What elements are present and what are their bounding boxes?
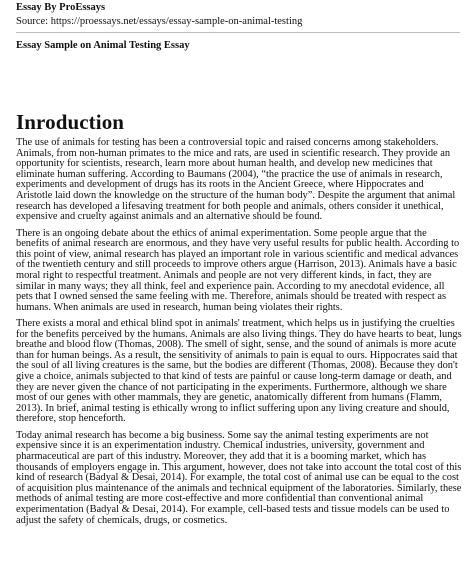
- essay-title: Essay Sample on Animal Testing Essay: [16, 40, 190, 51]
- paragraph-2: There is an ongoing debate about the ethics of animal experimentation. Some people argue that the benefits of animal research are enormous, and they have very useful results for public health. According to this point of view, animal research has played an important role in various scientific and medical advances of the twentieth century and still proceeds to improve others argue (Harrison, 2013). Animals have a basic moral right to respectful treatment. Animals and people are not very different kinds, in fact, they are similar in many ways; they all think, feel and experience pain. According to my anecdotal evidence, all pets that I owned sensed the same feeling with me. Therefore, animals should be treated with respect as humans. When animals are used in research, human being violates their rights.: [16, 227, 460, 313]
- paragraph-4: Today animal research has become a big business. Some say the animal testing experiments are not expensive since it is an experimentation industry. Chemical industries, university, government and pharmaceutical are part of this industry. Moreover, they add that it is a booming market, which has thousands of employers engage in. This argument, however, does not take into account the total cost of this kind of research (Badyal & Desai, 2014). For example, the total cost of animal use can be equal to the cost of acquisition plus maintenance of the animals and technical equipment of the laboratories. Similarly, these methods of animal testing are more cost-effective and more confidential than conventional animal experimentation (Badyal & Desai, 2014). For example, cell-based tests and tissue models can be used to adjust the safety of chemicals, drugs, or cosmetics.: [16, 429, 462, 526]
- source-line: Source: https://proessays.net/essays/essay-sample-on-animal-testing: [16, 16, 303, 27]
- section-heading: Inroduction: [16, 110, 125, 134]
- paragraph-3: There exists a moral and ethical blind spot in animals' treatment, which helps us in justifying the cruelties for the benefits perceived by the humans. Animals are also living things. They do have hearts to beat, lungs breathe and blood flow (Thomas, 2008). The smell of sight, sense, and the sound of animals is more acute than for human beings. As a result, the sensitivity of animals to pain is equal to ours. Hippocrates said that the soul of all living creatures is the same, but the bodies are different (Thomas, 2008). Because they don't give a choice, animals subjected to that kind of tests are painful or cause long-term damage or death, and they are never given the chance of not participating in the experiments. Furthermore, although we share most of our genes with other mammals, they are genetic, anatomically different from humans (Flamm, 2013). In brief, animal testing is ethically wrong to inflict suffering upon any living creature and should, therefore, stop henceforth.: [16, 318, 462, 425]
- essay-body: [16, 138, 462, 532]
- essay-byline: Essay By ProEssays: [16, 2, 106, 13]
- paragraph-1: The use of animals for testing has been a controversial topic and raised concerns among stakeholders. Animals, from non-human primates to the mice and rats, are used in scientific research. They provide an opportunity for scientists, research, learn more about human health, and develop new medicines that eliminate human suffering. According to Baumans (2004), “the practice the use of animals in research, experiments and development of drugs has its roots in the Ancient Greece, where Hippocrates and Aristotle laid down the knowledge on the structure of the human body”. Despite the argument that animal research has developed a lifesaving treatment for both people and animals, others consider it unethical, expensive and cruelty against animals and an alternative should be found.: [16, 137, 456, 223]
- header-divider: [16, 32, 460, 33]
